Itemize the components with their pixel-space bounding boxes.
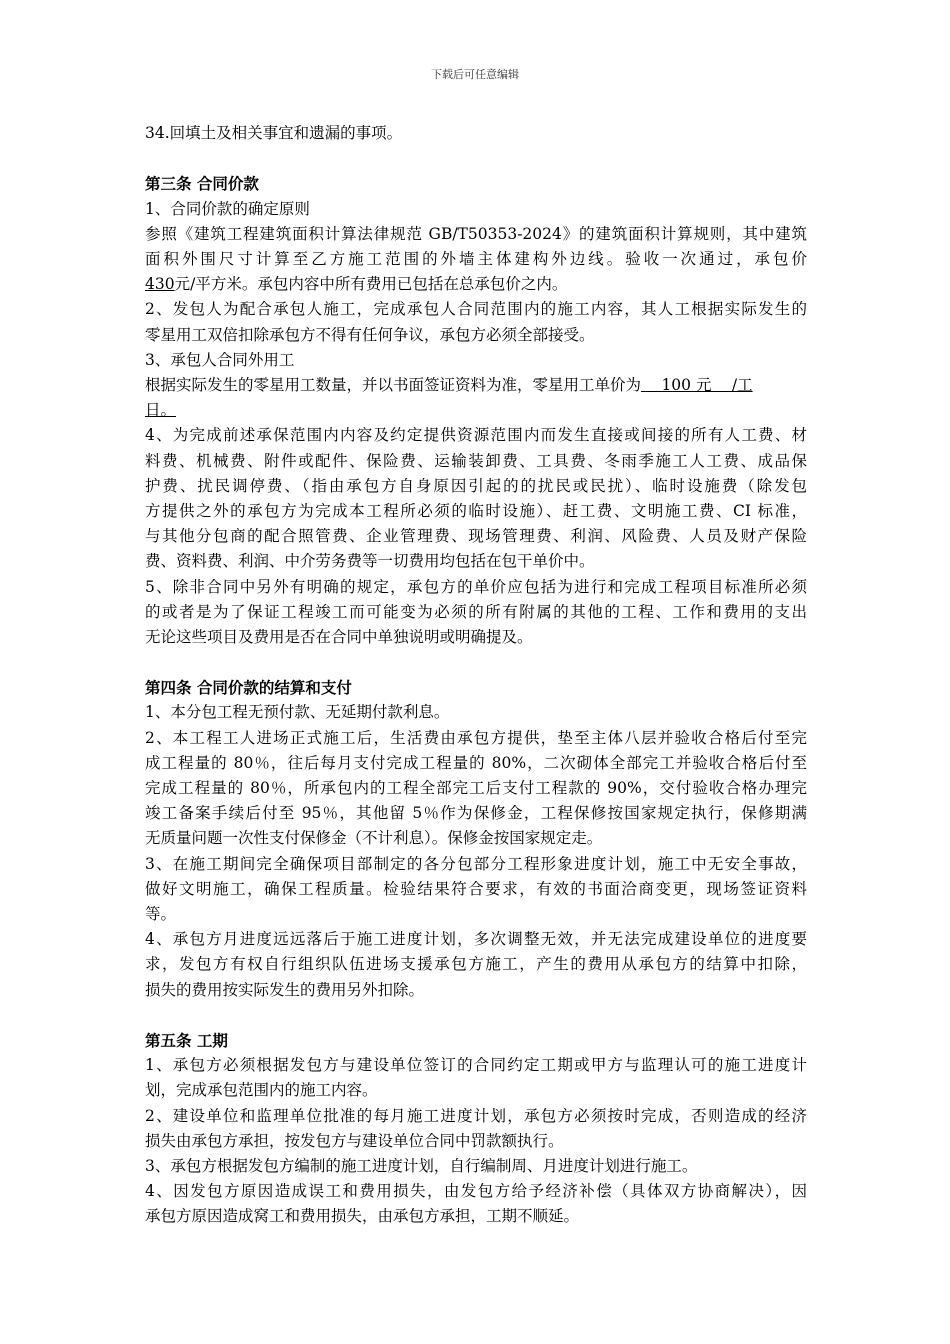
art3-p2-line: 2、发包人为配合承包人施工，完成承包人合同范围内的施工内容，其人工根据实际发生的 <box>145 300 807 319</box>
art3-p1-line-rest: 元/平方米。承包内容中所有费用已包括在总承包价之内。 <box>174 275 568 294</box>
art5-p1-line: 划，完成承包范围内的施工内容。 <box>145 1081 378 1100</box>
unit-price-value: 430 <box>145 275 175 294</box>
article-4-title: 第四条 合同价款的结算和支付 <box>145 678 352 698</box>
art3-p4-line: 费、资料费、利润、中介劳务费等一切费用均包括在包干单价中。 <box>145 552 595 571</box>
article-3-title: 第三条 合同价款 <box>145 174 259 194</box>
art5-p4-line: 承包方原因造成窝工和费用损失，由承包方承担，工期不顺延。 <box>145 1207 580 1226</box>
spacer <box>145 146 807 171</box>
spacer <box>145 650 807 675</box>
art5-p1-line: 1、承包方必须根据发包方与建设单位签订的合同约定工期或甲方与监理认可的施工进度计 <box>145 1056 807 1075</box>
art3-p3-text: 根据实际发生的零星用工数量，并以书面签证资料为准，零星用工单价为 <box>145 375 642 394</box>
art3-p3-line: 日。 <box>145 401 177 420</box>
art4-p2-line: 竣工备案手续后付至 95％，其他留 5％作为保修金，工程保修按国家规定执行，保修期满 <box>145 804 807 823</box>
art5-p2-line: 损失由承包方承担，按发包方与建设单位合同中罚款额执行。 <box>145 1131 564 1150</box>
art3-p2-line: 零星用工双倍扣除承包方不得有任何争议，承包方必须全部接受。 <box>145 325 595 344</box>
art3-p3-title: 3、承包人合同外用工 <box>145 350 295 369</box>
art4-p2-line: 无质量问题一次性支付保修金（不计利息）。保修金按国家规定走。 <box>145 829 603 848</box>
art3-p5-line: 无论这些项目及费用是否在合同中单独说明或明确提及。 <box>145 627 533 646</box>
art5-p2-line: 2、建设单位和监理单位批准的每月施工进度计划，承包方必须按时完成，否则造成的经济 <box>145 1106 807 1125</box>
art4-p4-line: 求，发包方有权自行组织队伍进场支援承包方施工，产生的费用从承包方的结算中扣除， <box>145 955 807 974</box>
art3-p5-line: 5、除非合同中另外有明确的规定，承包方的单价应包括为进行和完成工程项目标准所必须 <box>145 577 807 596</box>
art3-p4-line: 4、为完成前述承保范围内内容及约定提供资源范围内而发生直接或间接的所有人工费、材 <box>145 426 807 445</box>
article-5-title: 第五条 工期 <box>145 1030 228 1050</box>
art5-p3: 3、承包方根据发包方编制的施工进度计划，自行编制周、月进度计划进行施工。 <box>145 1156 698 1175</box>
art3-p4-line: 料费、机械费、附件或配件、保险费、运输装卸费、工具费、冬雨季施工人工费、成品保 <box>145 451 807 470</box>
art3-p1-line <box>145 272 807 297</box>
page-header: 下载后可任意编辑 <box>431 68 519 81</box>
art3-p1-title: 1、合同价款的确定原则 <box>145 199 310 218</box>
art4-p1: 1、本分包工程无预付款、无延期付款利息。 <box>145 703 450 722</box>
art3-p1-line: 面积外围尺寸计算至乙方施工范围的外墙主体建构外边线。验收一次通过，承包价 <box>145 249 807 268</box>
item-34: 34.回填土及相关事宜和遗漏的事项。 <box>145 124 403 142</box>
art4-p3-line: 做好文明施工，确保工程质量。检验结果符合要求，有效的书面洽商变更，现场签证资料 <box>145 879 807 898</box>
document-body <box>145 121 807 1230</box>
art3-p5-line: 的或者是为了保证工程竣工而可能变为必须的所有附属的其他的工程、工作和费用的支出 <box>145 602 807 621</box>
art4-p4-line: 损失的费用按实际发生的费用另外扣除。 <box>145 980 425 999</box>
art3-p4-line: 护费、扰民调停费、（指由承包方自身原因引起的的扰民或民扰）、临时设施费（除发包 <box>145 476 807 495</box>
art4-p3-line: 3、在施工期间完全确保项目部制定的各分包部分工程形象进度计划，施工中无安全事故， <box>145 854 807 873</box>
art4-p2-line: 完成工程量的 80％，所承包内的工程全部完工后支付工程款的 90%，交付验收合格办理完 <box>145 779 807 798</box>
art4-p4-line: 4、承包方月进度远远落后于施工进度计划，多次调整无效，并无法完成建设单位的进度要 <box>145 930 807 949</box>
art3-p4-line: 与其他分包商的配合照管费、企业管理费、现场管理费、利润、风险费、人员及财产保险 <box>145 527 807 546</box>
art4-p3-line: 等。 <box>145 905 177 924</box>
art3-p3-line <box>145 373 807 398</box>
art5-p4-line: 4、因发包方原因造成误工和费用损失，由发包方给予经济补偿（具体双方协商解决），因 <box>145 1182 807 1201</box>
art3-p4-line: 方提供之外的承包方为完成本工程所必须的临时设施）、赶工费、文明施工费、CI 标准， <box>145 501 807 520</box>
art3-p1-line: 参照《建筑工程建筑面积计算法律规范 GB/T50353-2024》的建筑面积计算规则，其中建筑 <box>145 224 807 243</box>
labor-unit-price-blank: 100 元 /工 <box>641 375 753 394</box>
art4-p2-line: 2、本工程工人进场正式施工后，生活费由承包方提供，垫至主体八层并验收合格后付至完 <box>145 728 807 747</box>
spacer <box>145 1003 807 1028</box>
art4-p2-line: 成工程量的 80％，往后每月支付完成工程量的 80%，二次砌体全部完工并验收合格后付至 <box>145 753 807 772</box>
